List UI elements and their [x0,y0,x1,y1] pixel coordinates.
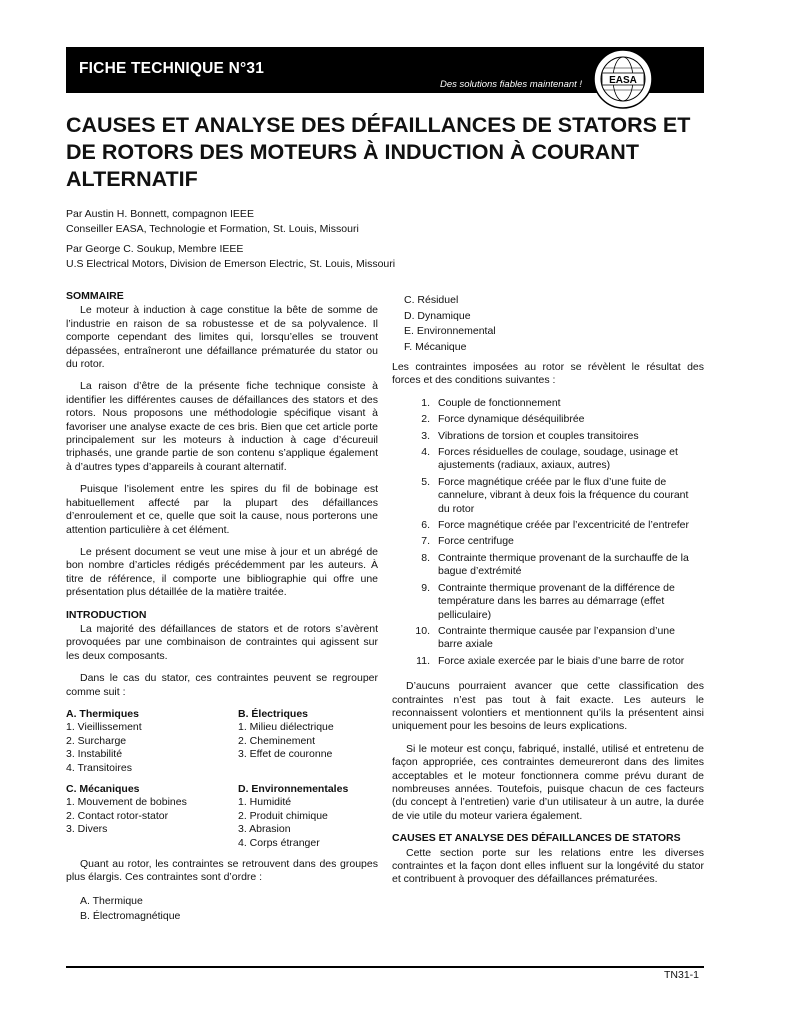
list-item: 1. Mouvement de bobines [66,796,187,809]
list-item: 3. Divers [66,823,108,836]
list-item: 5. Force magnétique créée par le flux d’une fuite de cannelure, vibrant à deux fois la fréquence du courant du rotor [421,475,689,515]
list-item: B. Électromagnétique [80,910,181,923]
stator-groups-ab [66,708,378,775]
page-number: TN31-1 [664,969,700,981]
paragraph: Le présent document se veut une mise à jour et un abrégé de bon nombre d’articles rédigés précédemment par les auteurs. À titre de référence, il comporte une bibliographie qui offre une présentation plus détaillée de la matière traitée. [66,545,378,599]
left-column [66,290,378,933]
list-item: 2. Contact rotor-stator [66,809,169,822]
paragraph: Cette section porte sur les relations entre les diverses contraintes et la façon dont elles influent sur la longévité du stator et contribuent à provoquer des défaillances prématurées. [392,846,704,886]
list-item: D. Dynamique [404,309,471,322]
list-item: 2. Surcharge [66,734,127,747]
authors-block [66,207,395,271]
group-heading: D. Environnementales [238,783,349,795]
easa-logo-icon [592,48,654,110]
list-item: 1. Couple de fonctionnement [421,396,561,409]
author-affiliation: U.S Electrical Motors, Division de Emerson Electric, St. Louis, Missouri [66,257,396,270]
list-item: 3. Vibrations de torsion et couples transitoires [421,429,639,442]
author-name: Par Austin H. Bonnett, compagnon IEEE [66,208,254,220]
group-heading: A. Thermiques [66,707,139,720]
paragraph: Puisque l’isolement entre les spires du fil de bobinage est habituellement affecté par la plupart des défaillances d’enroulement et ce, quelle que soit la cause, nous porterons une attention particulière à cet élément. [66,483,378,536]
rotor-groups-list [80,894,378,925]
list-item: 10. Contrainte thermique causée par l’expansion d’une barre axiale [415,624,675,651]
list-item: F. Mécanique [404,340,467,353]
right-column [392,293,704,896]
paragraph: La majorité des défaillances de stators et de rotors s’avèrent provoquées par une combinaison de contraintes qui agissent sur les deux composants. [66,622,378,662]
section-heading-causes: CAUSES ET ANALYSE DES DÉFAILLANCES DE STATORS [392,832,681,845]
page-title: CAUSES ET ANALYSE DES DÉFAILLANCES DE STATORS ET DE ROTORS DES MOTEURS À INDUCTION À COURANT ALTERNATIF [66,113,691,191]
list-item: 1. Vieillissement [66,721,142,734]
paragraph: D’aucuns pourraient avancer que cette classification des contraintes n’est pas tout à fait exacte. Les auteurs le reconnaissent volontiers et mentionnent qu’ils la présentent ainsi uniquement pour les besoins de leurs explications. [392,680,704,733]
paragraph: Quant au rotor, les contraintes se retrouvent dans des groupes plus élargis. Ces contraintes sont d’ordre : [66,858,378,884]
list-item: 1. Milieu diélectrique [238,721,334,734]
author-affiliation: Conseiller EASA, Technologie et Formation, St. Louis, Missouri [66,222,359,235]
group-heading: B. Électriques [238,707,309,720]
paragraph: La raison d’être de la présente fiche technique consiste à identifier les différentes causes de défaillances des stators et des rotors. Nous proposons une méthodologie spécifique visant à favoriser une analyse exacte de ces bris. Bien que cet article porte principalement sur les moteurs à induction à cage d’écureuil triphasés, une grande partie de son contenu s’applique également à d’autres types d’appareils à courant alternatif. [66,380,378,473]
list-item: 4. Transitoires [66,761,132,774]
list-item: 9. Contrainte thermique provenant de la différence de température dans les barres au démarrage (effet pelliculaire) [421,581,675,621]
paragraph: Si le moteur est conçu, fabriqué, installé, utilisé et entretenu de façon appropriée, ces contraintes demeureront dans des limites acceptables et le moteur fonctionnera comme prévu durant de nombreuses années. Toutefois, puisque chacun de ces facteurs (du concept à l’entretien) varie d’un utilisateur à un autre, la durée de vie utile du moteur variera également. [392,742,704,822]
list-item: 2. Cheminement [238,734,316,747]
paragraph: Le moteur à induction à cage constitue la bête de somme de l’industrie en raison de sa robustesse et de sa polyvalence. Il comporte cependant des limites qui, lorsqu’elles se trouvent dépassées, entraîneront une défaillance prématurée du stator ou du rotor. [66,304,378,371]
list-item: 1. Humidité [238,796,292,809]
list-item: 3. Instabilité [66,748,123,761]
list-item: 2. Produit chimique [238,809,328,822]
list-item: E. Environnemental [404,325,496,337]
list-item: 4. Forces résiduelles de coulage, soudage, usinage et ajustements (radiaux, axiaux, autres) [421,446,678,472]
list-item: 3. Effet de couronne [238,748,333,761]
paragraph: Dans le cas du stator, ces contraintes peuvent se regrouper comme suit : [66,672,378,698]
paragraph: Les contraintes imposées au rotor se révèlent le résultat des forces et des conditions suivantes : [392,361,704,387]
list-item: 7. Force centrifuge [421,535,514,548]
rotor-forces-list [392,397,704,668]
banner-tagline: Des solutions fiables maintenant ! [440,79,583,90]
list-item: 8. Contrainte thermique provenant de la surchauffe de la bague d’extrémité [421,551,689,578]
stator-groups-cd [66,783,378,850]
rotor-groups-list-continued [392,293,704,355]
list-item: A. Thermique [80,894,143,907]
logo-text: EASA [609,75,637,86]
list-item: 4. Corps étranger [238,836,320,849]
list-item: 11. Force axiale exercée par le biais d’une barre de rotor [416,654,685,667]
banner-title: FICHE TECHNIQUE N°31 [79,60,265,77]
group-heading: C. Mécaniques [66,783,140,795]
list-item: 3. Abrasion [238,823,291,836]
footer-rule [66,966,704,968]
author-name: Par George C. Soukup, Membre IEEE [66,243,244,255]
list-item: 2. Force dynamique déséquilibrée [421,413,585,426]
list-item: C. Résiduel [404,294,459,306]
section-heading-sommaire: SOMMAIRE [66,290,124,302]
list-item: 6. Force magnétique créée par l’excentricité de l’entrefer [421,519,689,532]
section-heading-introduction: INTRODUCTION [66,608,147,621]
